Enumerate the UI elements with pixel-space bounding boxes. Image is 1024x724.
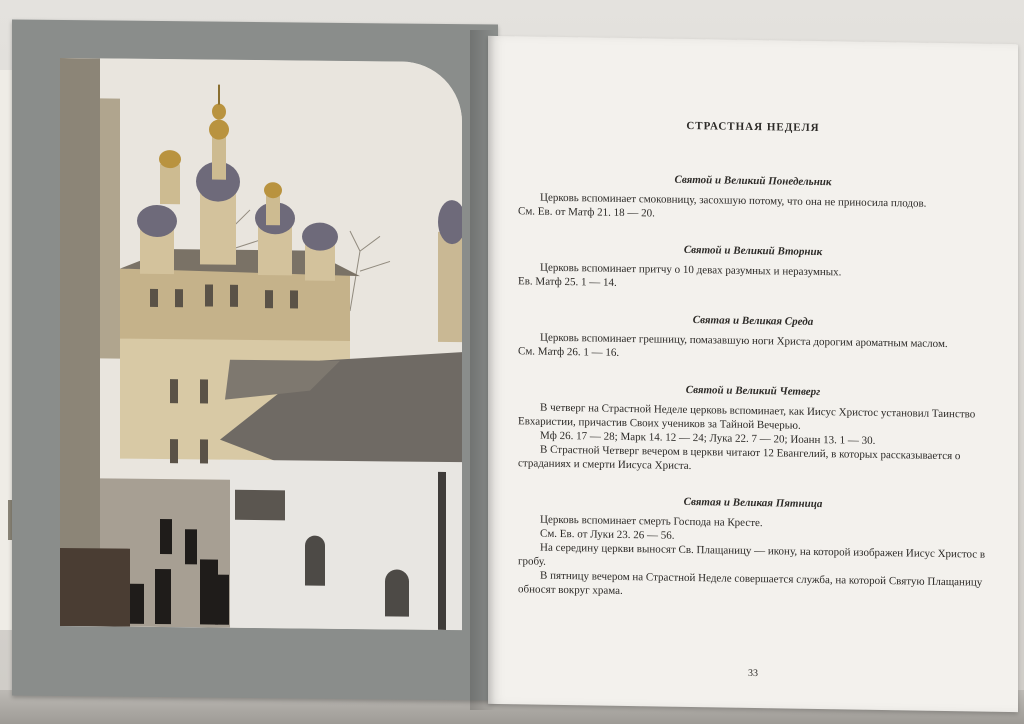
section-friday	[518, 492, 988, 603]
left-page	[12, 19, 498, 700]
book-gutter	[470, 30, 506, 710]
page-number: 33	[748, 667, 758, 680]
paragraph: В четверг на Страстной Неделе церковь вспоминает, как Иисус Христос установил Таинство Евхаристии, причастив Своих учеников за Тайной Вечерью.	[518, 401, 976, 432]
section-monday	[518, 170, 988, 225]
page-title: СТРАСТНАЯ НЕДЕЛЯ	[686, 119, 820, 135]
paragraph: Ев. Матф 25. 1 — 14.	[518, 275, 617, 289]
paragraph: См. Ев. от Луки 23. 26 — 56.	[540, 527, 675, 542]
paragraph: На середину церкви выносят Св. Плащаницу — икону, на которой изображен Иисус Христос в гробу.	[518, 541, 986, 568]
paragraph: В Страстной Четверг вечером в церкви читают 12 Евангелий, в которых рассказывается о страданиях и смерти Иисуса Христа.	[518, 443, 961, 473]
section-tuesday	[518, 240, 988, 295]
section-title: Святая и Великая Пятница	[683, 495, 823, 511]
paragraph: Мф 26. 17 — 28; Марк 14. 12 — 24; Лука 22. 7 — 20; Иоанн 13. 1 — 30.	[540, 429, 876, 447]
paragraph: В пятницу вечером на Страстной Неделе совершается служба, на которой Святую Плащаницу обносят вокруг храма.	[518, 569, 983, 597]
monastery-photo	[60, 58, 462, 630]
section-title: Святой и Великий Вторник	[683, 243, 823, 259]
paragraph: См. Ев. от Матф 21. 18 — 20.	[518, 205, 655, 220]
section-wednesday	[518, 310, 988, 365]
section-title: Святая и Великая Среда	[692, 314, 814, 328]
paragraph: Церковь вспоминает грешницу, помазавшую ноги Христа дорогим ароматным маслом.	[540, 331, 948, 351]
paragraph: Церковь вспоминает смерть Господа на Кресте.	[540, 513, 763, 530]
paragraph: Церковь вспоминает притчу о 10 девах разумных и неразумных.	[540, 261, 842, 279]
section-title: Святой и Великий Понедельник	[674, 173, 832, 189]
section-title: Святой и Великий Четверг	[685, 383, 821, 399]
right-page	[488, 36, 1018, 712]
paragraph: Церковь вспоминает смоковницу, засохшую потому, что она не приносила плодов.	[540, 191, 927, 210]
page-text	[518, 116, 988, 625]
paragraph: См. Матф 26. 1 — 16.	[518, 345, 620, 359]
section-thursday	[518, 380, 988, 477]
